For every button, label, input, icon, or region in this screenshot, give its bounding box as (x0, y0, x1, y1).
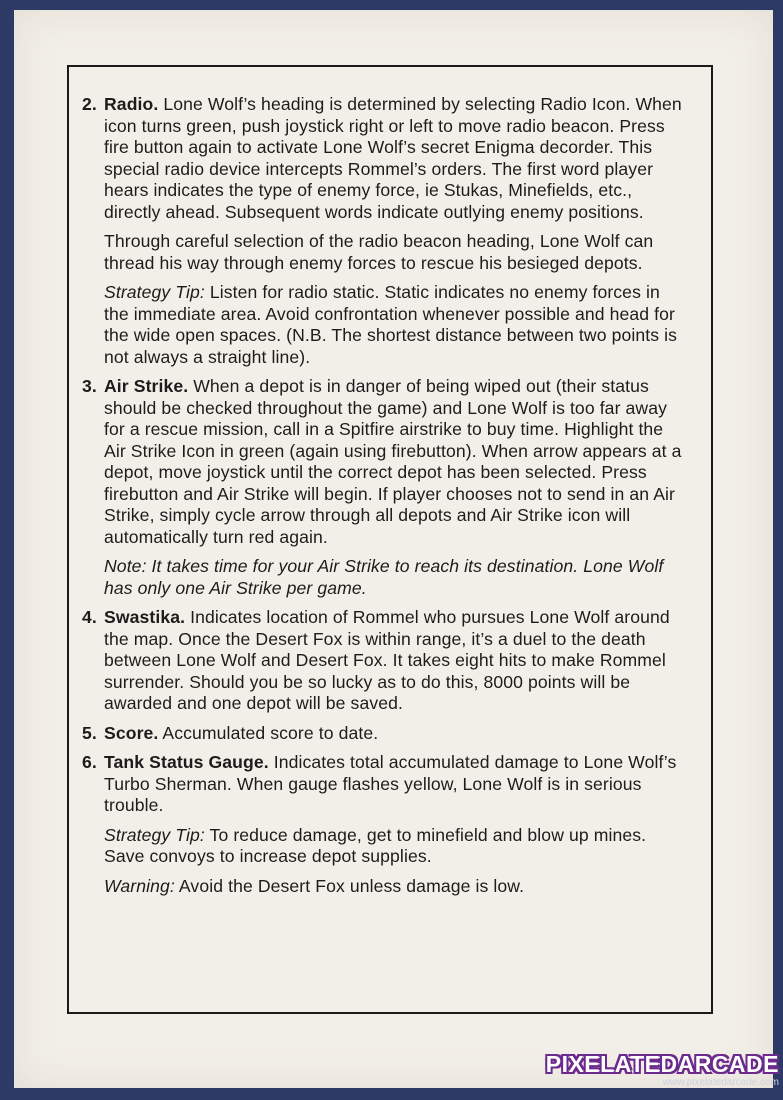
tip-label: Strategy Tip: (104, 282, 205, 302)
watermark-url: www.pixelatedarcade.com (662, 1077, 779, 1088)
item-tank-status-gauge (82, 752, 682, 817)
item-number: 3. (82, 376, 97, 396)
item-heading: Air Strike. (104, 376, 189, 396)
radio-paragraph: Through careful selection of the radio beacon heading, Lone Wolf can thread his way through enemy forces to rescue his besieged depots. (104, 231, 654, 273)
item-number: 6. (82, 752, 97, 772)
item-text: Indicates location of Rommel who pursues Lone Wolf around the map. Once the Desert Fox is within range, it’s a duel to the death between Lone Wolf and Desert Fox. It takes eight hits to make Rommel surrender. Should you be so lucky as to do this, 8000 points will be awarded and one depot will be saved. (104, 607, 670, 713)
watermark (546, 1051, 779, 1088)
tip-label: Strategy Tip: (104, 824, 205, 845)
item-text: Indicates total accumulated damage to Lone Wolf’s Turbo Sherman. When gauge flashes yellow, Lone Wolf is in serious trouble. (104, 752, 677, 815)
item-text: When a depot is in danger of being wiped out (their status should be checked throughout the game) and Lone Wolf is too far away for a rescue mission, call in a Spitfire airstrike to buy time. Highlight the Air Strike Icon in green (again using firebutton). When arrow appears at a depot, move joystick until the correct depot has been selected. Press firebutton and Air Strike will begin. If player chooses not to send in an Air Strike, simply cycle arrow through all depots and Air Strike icon will automatically turn red again. (104, 376, 682, 547)
item-swastika (82, 607, 682, 715)
tip-text: Listen for radio static. Static indicates no enemy forces in the immediate area. Avoid confrontation whenever possible and head for the wide open spaces. (N.B. The shortest distance between two points is not always a straight line). (104, 282, 678, 367)
manual-text (82, 94, 682, 905)
item-heading: Radio. (104, 94, 159, 114)
item-number: 4. (82, 607, 97, 627)
tank-strategy-tip (82, 825, 682, 868)
warning-text: Avoid the Desert Fox unless damage is low. (174, 875, 525, 896)
item-heading: Score. (104, 722, 159, 743)
warning-label: Warning: (104, 875, 175, 896)
item-text: Accumulated score to date. (158, 722, 379, 743)
item-score (82, 723, 682, 745)
item-radio (82, 94, 682, 223)
item-heading: Tank Status Gauge. (104, 752, 269, 772)
item-air-strike (82, 376, 682, 548)
radio-strategy-tip (82, 282, 682, 368)
item-number: 5. (82, 722, 97, 743)
air-strike-note: Note: It takes time for your Air Strike to reach its destination. Lone Wolf has only one Air Strike per game. (104, 556, 664, 598)
item-number: 2. (82, 94, 97, 114)
tank-warning (82, 876, 682, 898)
watermark-logo: PIXELATEDARCADE (545, 1051, 779, 1077)
item-heading: Swastika. (104, 607, 186, 627)
item-text: Lone Wolf’s heading is determined by selecting Radio Icon. When icon turns green, push joystick right or left to move radio beacon. Press fire button again to activate Lone Wolf’s secret Enigma decorder. This special radio device intercepts Rommel’s orders. The first word player hears indicates the type of enemy force, ie Stukas, Minefields, etc., directly ahead. Subsequent words indicate outlying enemy positions. (104, 94, 682, 222)
tip-text: To reduce damage, get to minefield and blow up mines. Save convoys to increase depot supplies. (104, 824, 647, 866)
